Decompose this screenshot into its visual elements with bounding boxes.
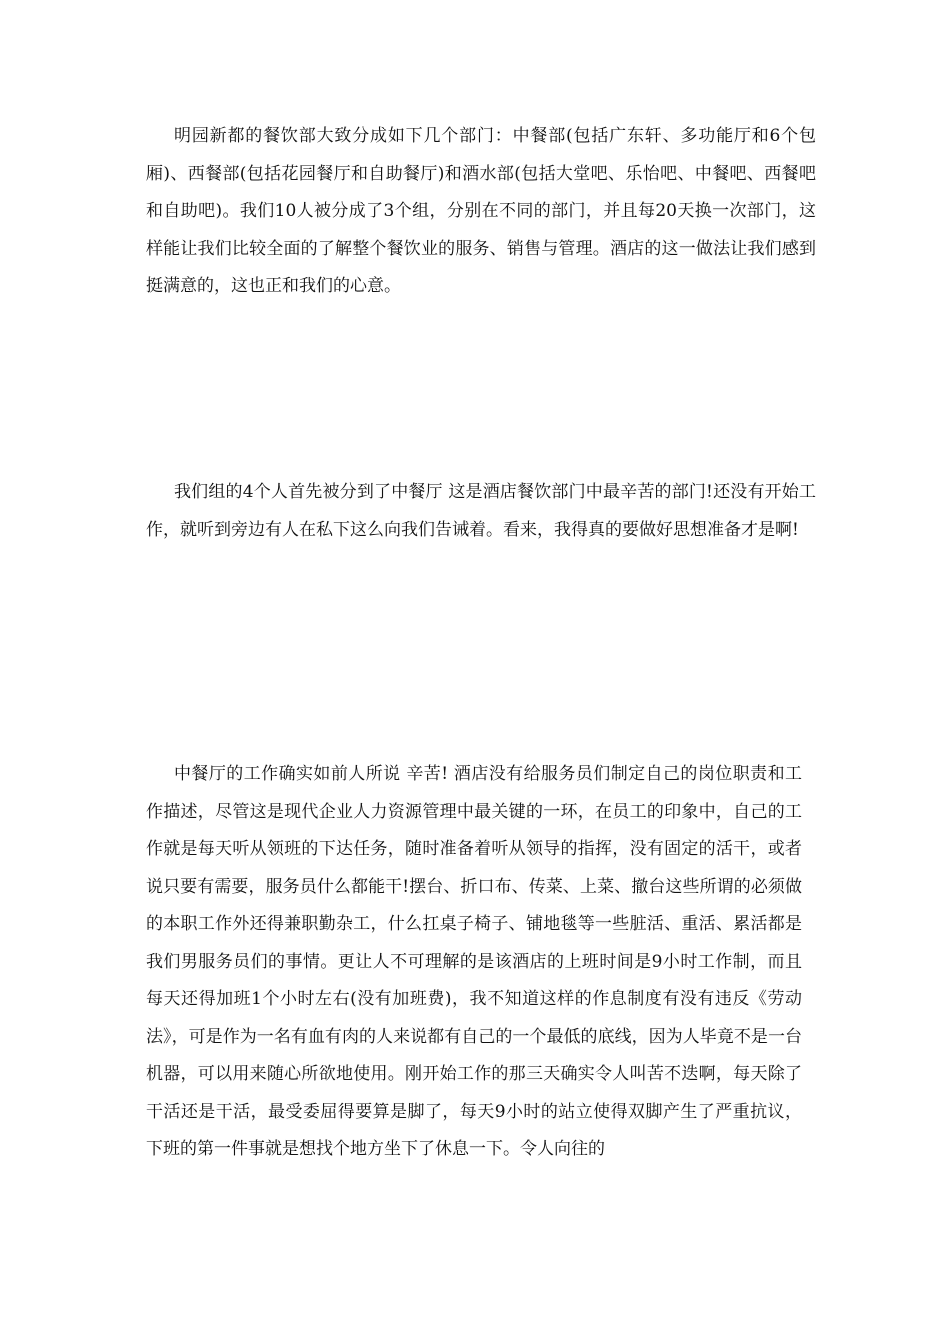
paragraph-work-description: 中餐厅的工作确实如前人所说 辛苦! 酒店没有给服务员们制定自己的岗位职责和工作描述，尽管这是现代企业人力资源管理中最关键的一环，在员工的印象中，自己的工作就是每天听从领班的下达任务，随时准备着听从领导的指挥，没有固定的活干，或者说只要有需要，服务员什么都能干!摆台、折口布、传菜、上菜、撤台这些所谓的必须做的本职工作外还得兼职勤杂工，什么扛桌子椅子、铺地毯等一些脏活、重活、累活都是我们男服务员们的事情。更让人不可理解的是该酒店的上班时间是9小时工作制，而且每天还得加班1个小时左右(没有加班费)，我不知道这样的作息制度有没有违反《劳动法》，可是作为一名有血有肉的人来说都有自己的一个最低的底线，因为人毕竟不是一台机器，可以用来随心所欲地使用。刚开始工作的那三天确实令人叫苦不迭啊，每天除了干活还是干活，最受委屈得要算是脚了，每天9小时的站立使得双脚产生了严重抗议，下班的第一件事就是想找个地方坐下了休息一下。令人向往的 <box>146 764 802 1159</box>
paragraph-chinese-restaurant-assignment: 我们组的4个人首先被分到了中餐厅 这是酒店餐饮部门中最辛苦的部门!还没有开始工作，就听到旁边有人在私下这么向我们告诫着。看来，我得真的要做好思想准备才是啊! <box>146 482 816 540</box>
paragraph-departments: 明园新都的餐饮部大致分成如下几个部门：中餐部(包括广东轩、多功能厅和6个包厢)、西餐部(包括花园餐厅和自助餐厅)和酒水部(包括大堂吧、乐怡吧、中餐吧、西餐吧和自助吧)。我们10人被分成了3个组，分别在不同的部门，并且每20天换一次部门，这样能让我们比较全面的了解整个餐饮业的服务、销售与管理。酒店的这一做法让我们感到挺满意的，这也正和我们的心意。 <box>146 126 816 296</box>
